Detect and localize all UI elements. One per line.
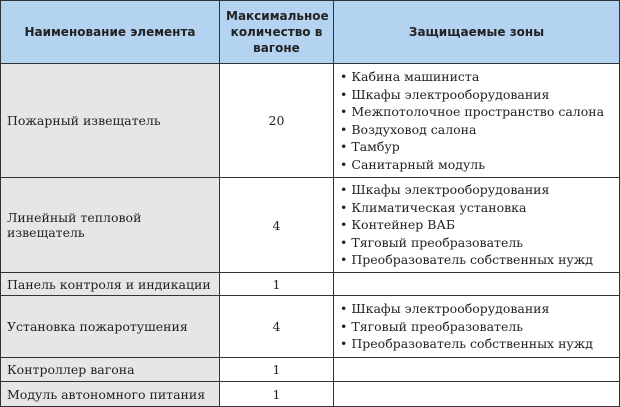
element-name: Линейный тепловой извещатель [1,178,220,273]
zones-cell [334,382,620,407]
element-name: Пожарный извещатель [1,64,220,178]
zones-cell [334,273,620,296]
zone-item: • Преобразователь собственных нужд [340,251,613,269]
element-qty: 4 [220,178,334,273]
element-qty: 1 [220,273,334,296]
zone-item: • Контейнер ВАБ [340,216,613,234]
zone-item: • Кабина машиниста [340,68,613,86]
table-row [1,273,620,296]
table-row [1,64,620,178]
zone-item: • Воздуховод салона [340,121,613,139]
element-name: Панель контроля и индикации [1,273,220,296]
element-name: Установка пожаротушения [1,296,220,358]
header-qty: Максимальное количество в вагоне [220,1,334,64]
zone-item: • Климатическая установка [340,199,613,217]
element-name: Контроллер вагона [1,358,220,382]
zone-item: • Преобразователь собственных нужд [340,335,613,353]
zone-item: • Шкафы электрооборудования [340,181,613,199]
table-row [1,382,620,407]
table-row [1,178,620,273]
zones-cell [334,296,620,358]
element-qty: 1 [220,382,334,407]
zone-item: • Шкафы электрооборудования [340,86,613,104]
header-zones: Защищаемые зоны [334,1,620,64]
table-row [1,296,620,358]
element-qty: 4 [220,296,334,358]
element-qty: 1 [220,358,334,382]
zone-item: • Тяговый преобразователь [340,234,613,252]
zones-list [340,300,613,353]
table-row [1,358,620,382]
zones-cell [334,178,620,273]
zones-list [340,68,613,173]
zone-item: • Тяговый преобразователь [340,318,613,336]
zones-list [340,181,613,269]
header-row [1,1,620,64]
header-name: Наименование элемента [1,1,220,64]
zones-cell [334,358,620,382]
zones-cell [334,64,620,178]
element-name: Модуль автономного питания [1,382,220,407]
element-qty: 20 [220,64,334,178]
zone-item: • Тамбур [340,138,613,156]
zone-item: • Шкафы электрооборудования [340,300,613,318]
zone-item: • Санитарный модуль [340,156,613,174]
zone-item: • Межпотолочное пространство салона [340,103,613,121]
